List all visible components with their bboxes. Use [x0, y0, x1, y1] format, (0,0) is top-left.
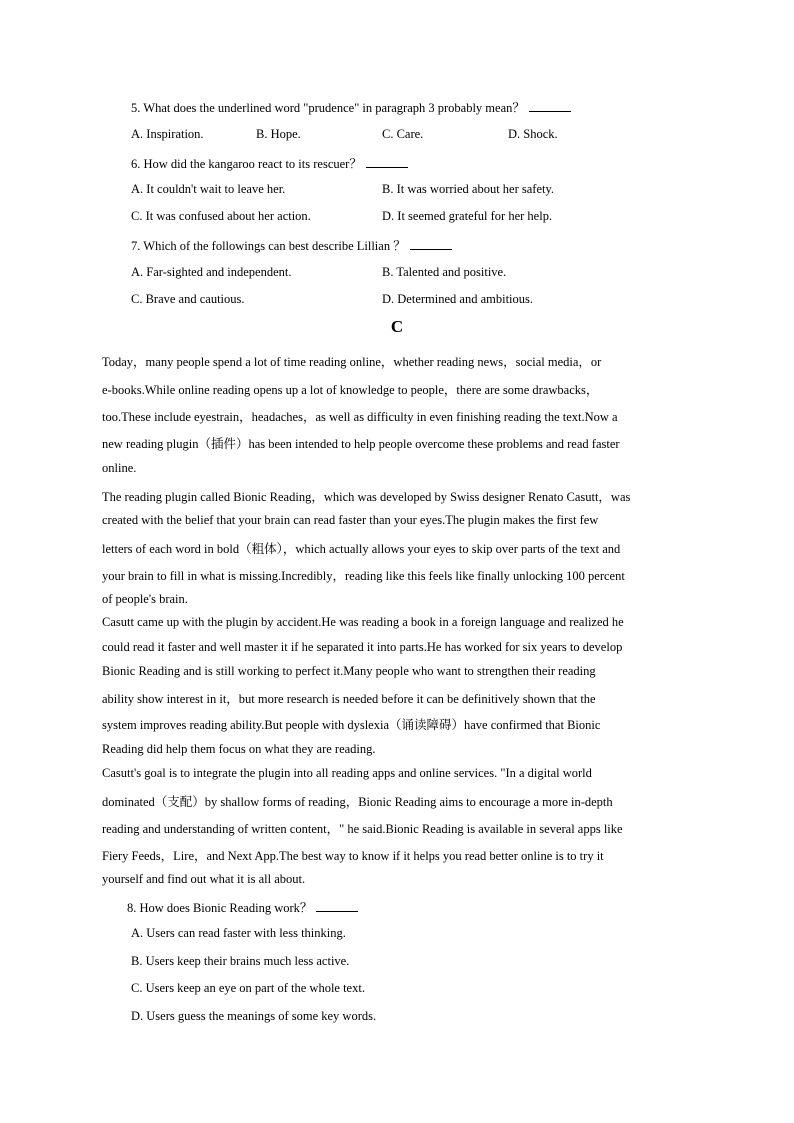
q7-option-d: D. Determined and ambitious. [382, 292, 534, 306]
q6-option-d: D. It seemed grateful for her help. [382, 209, 553, 223]
passage-line: of people's brain. [102, 592, 188, 606]
passage-line: dominated（支配）by shallow forms of reading，Bionic Reading aims to encourage a more in-depth [102, 795, 613, 809]
q6-option-b: B. It was worried about her safety. [382, 182, 555, 196]
question-8-text: 8. How does Bionic Reading work？ [127, 901, 313, 915]
passage-line: system improves reading ability.But people with dyslexia（诵读障碍）have confirmed that Bionic [102, 718, 601, 732]
question-5-text: 5. What does the underlined word "prudence" in paragraph 3 probably mean？ [131, 101, 525, 115]
answer-blank[interactable] [529, 101, 571, 112]
question-6 [131, 154, 408, 172]
passage-line: Casutt came up with the plugin by accident.He was reading a book in a foreign language and realized he [102, 615, 624, 629]
passage-line: Today，many people spend a lot of time reading online，whether reading news，social media，or [102, 355, 602, 369]
q5-option-b: B. Hope. [256, 127, 301, 141]
passage-line: Casutt's goal is to integrate the plugin into all reading apps and online services. "In a digital world [102, 766, 592, 780]
q8-option-c: C. Users keep an eye on part of the whole text. [131, 981, 365, 995]
section-heading: C [390, 317, 404, 336]
q8-option-b: B. Users keep their brains much less active. [131, 954, 350, 968]
q7-option-b: B. Talented and positive. [382, 265, 507, 279]
q5-option-a: A. Inspiration. [131, 127, 204, 141]
passage-line: Fiery Feeds，Lire，and Next App.The best way to know if it helps you read better online is to try it [102, 849, 604, 863]
passage-line: The reading plugin called Bionic Reading，which was developed by Swiss designer Renato Casutt，was [102, 490, 631, 504]
q7-option-c: C. Brave and cautious. [131, 292, 245, 306]
passage-line: could read it faster and well master it if he separated it into parts.He has worked for six years to develop [102, 640, 623, 654]
question-5 [131, 98, 571, 116]
q5-option-d: D. Shock. [508, 127, 558, 141]
answer-blank[interactable] [410, 239, 452, 250]
passage-line: yourself and find out what it is all about. [102, 872, 306, 886]
answer-blank[interactable] [366, 157, 408, 168]
passage-line: Reading did help them focus on what they are reading. [102, 742, 376, 756]
passage-line: reading and understanding of written content，" he said.Bionic Reading is available in several apps like [102, 822, 623, 836]
q8-option-d: D. Users guess the meanings of some key words. [131, 1009, 377, 1023]
question-8 [127, 898, 358, 916]
passage-line: too.These include eyestrain，headaches，as well as difficulty in even finishing reading the text.Now a [102, 410, 618, 424]
passage-line: Bionic Reading and is still working to perfect it.Many people who want to strengthen their reading [102, 664, 596, 678]
passage-line: letters of each word in bold（粗体），which actually allows your eyes to skip over parts of the text and [102, 542, 621, 556]
passage-line: online. [102, 461, 137, 475]
question-7-text: 7. Which of the followings can best describe Lillian ？ [131, 239, 406, 253]
q8-option-a: A. Users can read faster with less thinking. [131, 926, 346, 940]
answer-blank[interactable] [316, 901, 358, 912]
q6-option-c: C. It was confused about her action. [131, 209, 311, 223]
passage-line: new reading plugin（插件）has been intended to help people overcome these problems and read faster [102, 437, 620, 451]
q5-option-c: C. Care. [382, 127, 424, 141]
passage-line: e-books.While online reading opens up a lot of knowledge to people，there are some drawbacks， [102, 383, 599, 397]
passage-line: created with the belief that your brain can read faster than your eyes.The plugin makes the first few [102, 513, 599, 527]
passage-line: your brain to fill in what is missing.Incredibly，reading like this feels like finally unlocking 100 percent [102, 569, 625, 583]
passage-line: ability show interest in it，but more research is needed before it can be definitively shown that the [102, 692, 596, 706]
question-7 [131, 236, 452, 254]
question-6-text: 6. How did the kangaroo react to its rescuer？ [131, 157, 362, 171]
q6-option-a: A. It couldn't wait to leave her. [131, 182, 286, 196]
q7-option-a: A. Far-sighted and independent. [131, 265, 292, 279]
